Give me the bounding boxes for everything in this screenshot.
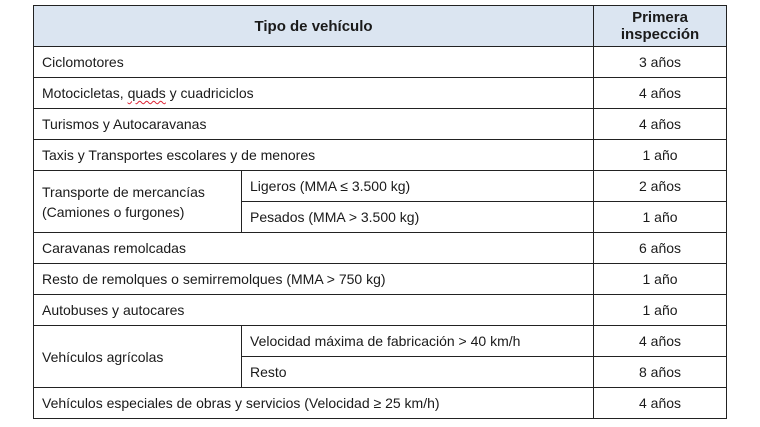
table-row — [34, 388, 727, 419]
header-first-inspection-line1: Primera — [632, 9, 688, 26]
row-value: 1 año — [594, 264, 727, 295]
table-row — [34, 78, 727, 109]
table-row — [34, 233, 727, 264]
inspection-table-container — [33, 5, 727, 419]
row-value: 4 años — [594, 388, 727, 419]
row-value: 4 años — [594, 78, 727, 109]
row-sublabel: Resto — [242, 357, 594, 388]
header-vehicle-type: Tipo de vehículo — [34, 6, 594, 47]
row-label-part: Motocicletas, — [42, 85, 128, 101]
table-row — [34, 140, 727, 171]
row-value: 8 años — [594, 357, 727, 388]
row-label-group — [34, 171, 242, 233]
table-row — [34, 47, 727, 78]
row-value: 1 año — [594, 295, 727, 326]
table-row — [34, 326, 727, 357]
row-sublabel: Velocidad máxima de fabricación > 40 km/h — [242, 326, 594, 357]
table-header-row — [34, 6, 727, 47]
row-sublabel: Pesados (MMA > 3.500 kg) — [242, 202, 594, 233]
row-label: Ciclomotores — [34, 47, 594, 78]
row-value: 6 años — [594, 233, 727, 264]
misspelled-word: quads — [127, 85, 166, 101]
row-value: 1 año — [594, 202, 727, 233]
row-value: 4 años — [594, 326, 727, 357]
table-row — [34, 295, 727, 326]
row-label-line: Transporte de mercancías — [42, 183, 205, 200]
row-label: Vehículos especiales de obras y servicios (Velocidad ≥ 25 km/h) — [34, 388, 594, 419]
row-label-line: (Camiones o furgones) — [42, 203, 185, 220]
table-row — [34, 171, 727, 202]
row-label: Autobuses y autocares — [34, 295, 594, 326]
row-label: Turismos y Autocaravanas — [34, 109, 594, 140]
row-value: 2 años — [594, 171, 727, 202]
header-first-inspection — [594, 6, 727, 47]
row-label: Caravanas remolcadas — [34, 233, 594, 264]
row-value: 4 años — [594, 109, 727, 140]
row-label-group: Vehículos agrícolas — [34, 326, 242, 388]
row-label: Taxis y Transportes escolares y de menores — [34, 140, 594, 171]
table-row — [34, 109, 727, 140]
row-label: Resto de remolques o semirremolques (MMA > 750 kg) — [34, 264, 594, 295]
row-value: 3 años — [594, 47, 727, 78]
row-value: 1 año — [594, 140, 727, 171]
table-row — [34, 264, 727, 295]
header-first-inspection-line2: inspección — [620, 26, 700, 43]
row-sublabel: Ligeros (MMA ≤ 3.500 kg) — [242, 171, 594, 202]
row-label — [34, 78, 594, 109]
row-label-part: y cuadriciclos — [165, 85, 254, 101]
inspection-table — [33, 5, 727, 419]
